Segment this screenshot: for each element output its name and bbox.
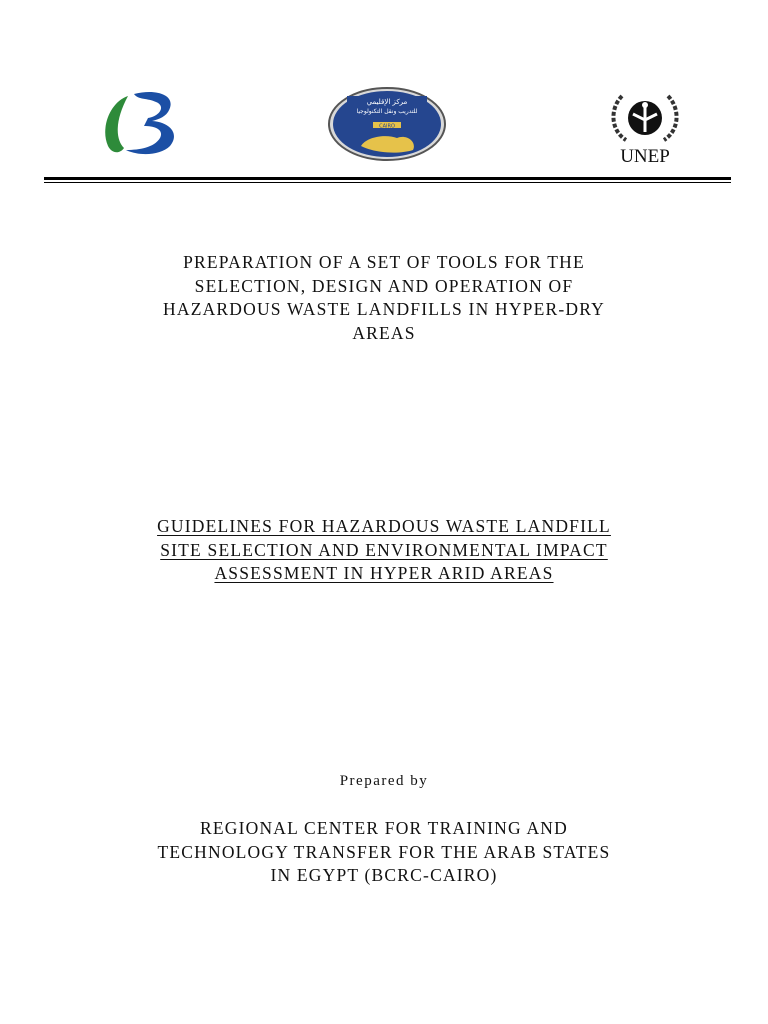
title-line: AREAS	[352, 322, 416, 343]
title-line: PREPARATION OF A SET OF TOOLS FOR THE	[183, 252, 585, 272]
author-line: REGIONAL CENTER FOR TRAINING AND	[200, 818, 568, 838]
subtitle-line: ASSESSMENT IN HYPER ARID AREAS	[214, 563, 554, 583]
document-title	[0, 251, 768, 345]
author-line: TECHNOLOGY TRANSFER FOR THE ARAB STATES	[157, 841, 611, 862]
unep-text: UNEP	[620, 146, 670, 166]
logo-cairo-text: CAIRO	[379, 123, 395, 130]
cb-logo	[98, 88, 184, 158]
header-rule-thin	[44, 182, 731, 183]
unep-logo	[600, 86, 690, 166]
svg-text:للتدريب ونقل التكنولوجيا: للتدريب ونقل التكنولوجيا	[356, 108, 418, 115]
author-organization	[0, 817, 768, 888]
prepared-by-label: Prepared by	[339, 773, 429, 789]
title-line: HAZARDOUS WASTE LANDFILLS IN HYPER-DRY	[163, 299, 605, 319]
author-line: IN EGYPT (BCRC-CAIRO)	[270, 865, 498, 885]
subtitle-line: SITE SELECTION AND ENVIRONMENTAL IMPACT	[160, 539, 608, 560]
svg-text:مركز الإقليمي: مركز الإقليمي	[366, 98, 408, 106]
document-subtitle	[0, 515, 768, 586]
bcrc-cairo-logo	[327, 86, 447, 162]
subtitle-line: GUIDELINES FOR HAZARDOUS WASTE LANDFILL	[157, 516, 611, 536]
header-rule-thick	[44, 177, 731, 180]
title-line: SELECTION, DESIGN AND OPERATION OF	[194, 275, 574, 296]
